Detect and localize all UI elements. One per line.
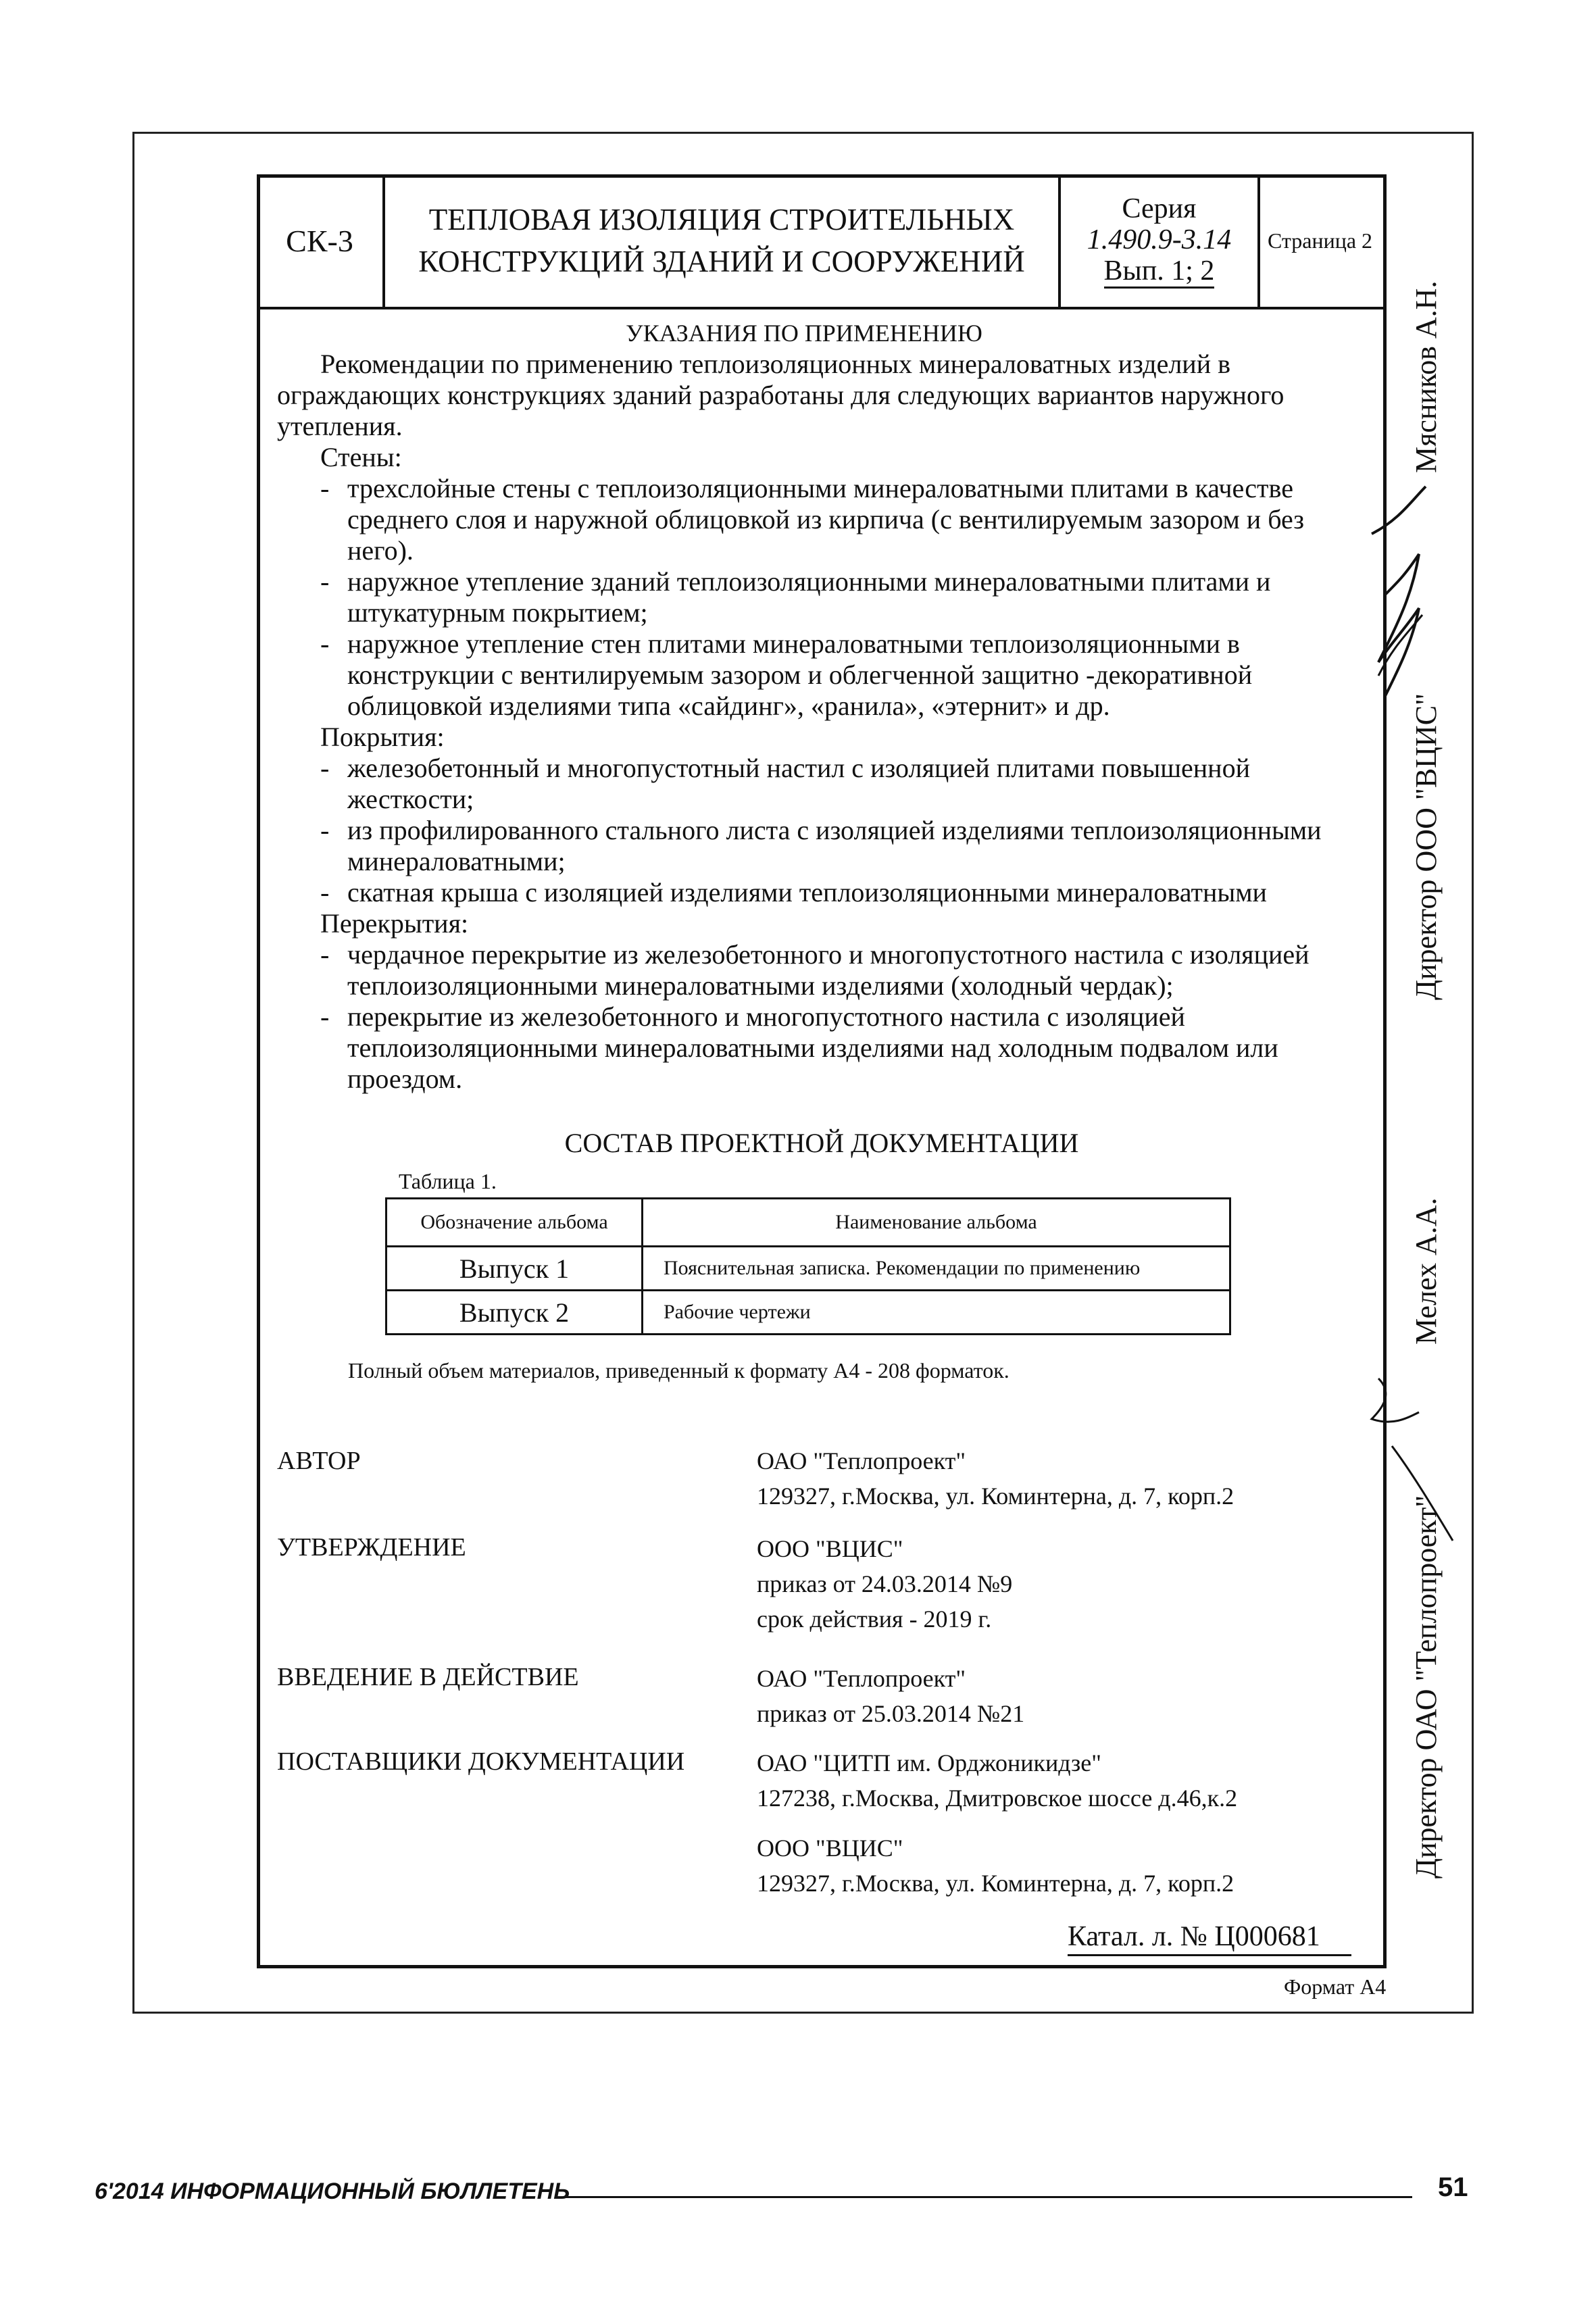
journal-title: 6'2014 ИНФОРМАЦИОННЫЙ БЮЛЛЕТЕНЬ bbox=[95, 2179, 570, 2204]
page-label: Страница 2 bbox=[1267, 228, 1373, 253]
list-item: - скатная крыша с изоляцией изделиями теплоизоляционными минераловатными bbox=[320, 877, 1267, 907]
album-name: Рабочие чертежи bbox=[643, 1291, 1230, 1335]
list-item: - железобетонный и многопустотный настил с изоляцией плитами повышенной жесткости; bbox=[320, 753, 1250, 814]
signatory-title-top: Директор ООО "ВЦИС" bbox=[1410, 693, 1443, 1000]
table-row bbox=[386, 1291, 1230, 1335]
title-line-2: КОНСТРУКЦИЙ ЗДАНИЙ И СООРУЖЕНИЙ bbox=[418, 245, 1025, 278]
approval-label: УТВЕРЖДЕНИЕ bbox=[277, 1533, 466, 1562]
introduction-order: приказ от 25.03.2014 №21 bbox=[757, 1700, 1025, 1727]
list-item: - перекрытие из железобетонного и многопустотного настила с изоляцией теплоизоляционными минераловатными изделиями над холодным подвалом или проездом. bbox=[320, 1001, 1278, 1094]
author-block bbox=[757, 1443, 1234, 1514]
total-volume: Полный объем материалов, приведенный к формату А4 - 208 форматок. bbox=[348, 1358, 1009, 1383]
series-number: 1.490.9-3.14 bbox=[1087, 224, 1232, 255]
list-item: - чердачное перекрытие из железобетонного и многопустотного настила с изоляцией теплоизоляционными минераловатными изделиями (холодный чердак); bbox=[320, 939, 1310, 1001]
supplier-address: 129327, г.Москва, ул. Коминтерна, д. 7, корп.2 bbox=[757, 1870, 1235, 1897]
suppliers-block bbox=[757, 1745, 1237, 1901]
table-caption: Таблица 1. bbox=[399, 1169, 497, 1193]
table-header-row bbox=[386, 1199, 1230, 1247]
guidance-intro: Рекомендации по применению теплоизоляционных минераловатных изделий в ограждающих конструкциях зданий разработаны для следующих вариантов наружного утепления. bbox=[277, 349, 1285, 441]
title-line-1: ТЕПЛОВАЯ ИЗОЛЯЦИЯ СТРОИТЕЛЬНЫХ bbox=[428, 203, 1015, 237]
list-item: - наружное утепление зданий теплоизоляционными минераловатными плитами и штукатурным покрытием; bbox=[320, 566, 1271, 628]
album-code: Выпуск 1 bbox=[386, 1247, 643, 1291]
supplier-org: ОАО "ЦИТП им. Орджоникидзе" bbox=[757, 1749, 1101, 1776]
catalog-number: Катал. л. № Ц000681 bbox=[1068, 1921, 1320, 1952]
signature-top-icon bbox=[1358, 473, 1439, 716]
series-label: Серия bbox=[1122, 193, 1197, 224]
format-label: Формат А4 bbox=[1284, 1974, 1387, 1999]
introduction-block bbox=[757, 1661, 1024, 1731]
album-code: Выпуск 2 bbox=[386, 1291, 643, 1335]
issue-number: Вып. 1; 2 bbox=[1104, 255, 1215, 289]
introduction-label: ВВЕДЕНИЕ В ДЕЙСТВИЕ bbox=[277, 1663, 579, 1691]
signature-bottom-icon bbox=[1351, 1351, 1460, 1554]
documents-table bbox=[385, 1197, 1231, 1335]
table-row bbox=[386, 1247, 1230, 1291]
page-number: 51 bbox=[1438, 2172, 1468, 2202]
column-header-name: Наименование альбома bbox=[643, 1199, 1230, 1247]
catalog-underline bbox=[1068, 1954, 1351, 1956]
signatory-name-bottom: Мелех А.А. bbox=[1410, 1197, 1443, 1345]
author-org: ОАО "Теплопроект" bbox=[757, 1447, 966, 1474]
title-block bbox=[257, 174, 1387, 309]
list-item: - трехслойные стены с теплоизоляционными минераловатными плитами в качестве среднего слоя и наружной облицовкой из кирпича (с вентилируемым зазором и без него). bbox=[320, 473, 1305, 566]
footer-rule bbox=[564, 2196, 1412, 2198]
author-address: 129327, г.Москва, ул. Коминтерна, д. 7, корп.2 bbox=[757, 1483, 1235, 1510]
approval-org: ООО "ВЦИС" bbox=[757, 1535, 903, 1562]
roofs-heading: Покрытия: bbox=[320, 722, 445, 752]
guidance-section bbox=[277, 318, 1331, 1095]
author-label: АВТОР bbox=[277, 1447, 361, 1475]
list-item: - из профилированного стального листа с изоляцией изделиями теплоизоляционными минераловатными; bbox=[320, 815, 1322, 876]
composition-heading: СОСТАВ ПРОЕКТНОЙ ДОКУМЕНТАЦИИ bbox=[564, 1128, 1079, 1158]
walls-heading: Стены: bbox=[320, 442, 402, 472]
approval-block bbox=[757, 1531, 1012, 1637]
signatory-title-bottom: Директор ОАО "Теплопроект" bbox=[1410, 1495, 1443, 1878]
list-item: - наружное утепление стен плитами минераловатными теплоизоляционными в конструкции с вентилируемым зазором и облегченной защитно -декоративной облицовкой изделиями типа «сайдинг», «ранила», «этернит» и др. bbox=[320, 628, 1253, 721]
document-title bbox=[385, 174, 1061, 307]
document-code: СК-3 bbox=[257, 174, 385, 307]
series-cell bbox=[1061, 174, 1260, 307]
supplier-address: 127238, г.Москва, Дмитровское шоссе д.46,к.2 bbox=[757, 1785, 1238, 1812]
supplier-org: ООО "ВЦИС" bbox=[757, 1835, 903, 1862]
suppliers-label: ПОСТАВЩИКИ ДОКУМЕНТАЦИИ bbox=[277, 1747, 685, 1776]
column-header-code: Обозначение альбома bbox=[386, 1199, 643, 1247]
approval-term: срок действия - 2019 г. bbox=[757, 1605, 992, 1633]
floors-heading: Перекрытия: bbox=[320, 908, 469, 939]
guidance-heading: УКАЗАНИЯ ПО ПРИМЕНЕНИЮ bbox=[626, 320, 982, 347]
signatory-name-top: Мясников А.Н. bbox=[1410, 280, 1443, 473]
album-name: Пояснительная записка. Рекомендации по применению bbox=[643, 1247, 1230, 1291]
approval-order: приказ от 24.03.2014 №9 bbox=[757, 1570, 1013, 1597]
introduction-org: ОАО "Теплопроект" bbox=[757, 1665, 966, 1692]
